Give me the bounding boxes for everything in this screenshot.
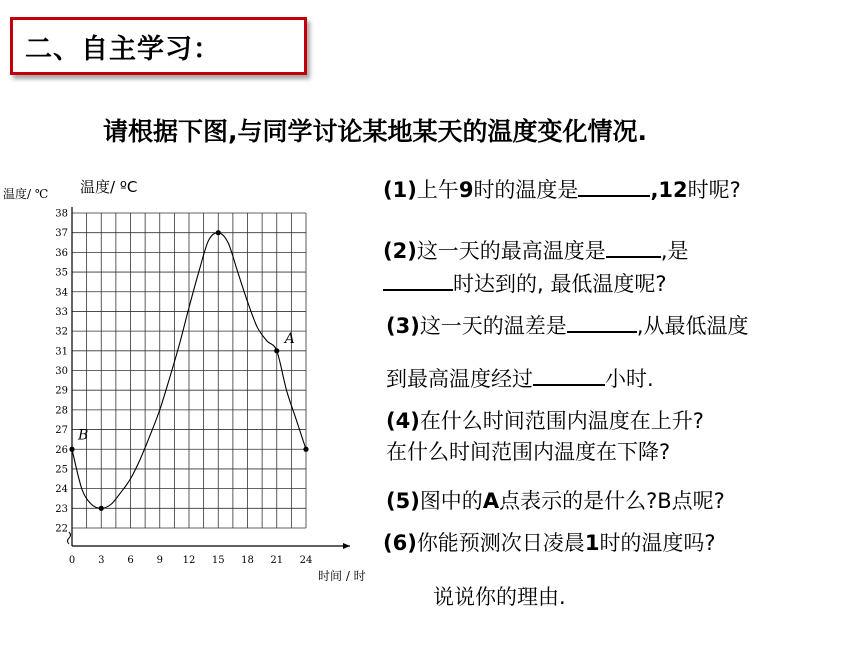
y-tick-label: 37 <box>55 228 68 240</box>
q1-blank-1[interactable] <box>578 177 650 197</box>
y-tick-label: 31 <box>55 346 68 358</box>
q3-blank-2[interactable] <box>533 366 605 386</box>
y-tick-label: 32 <box>55 326 68 338</box>
q5-text-c: 点表示的是什么?B点呢? <box>499 489 725 513</box>
x-tick-label: 21 <box>270 555 284 566</box>
x-tick-label: 9 <box>156 555 163 566</box>
question-6-line2 <box>433 584 566 610</box>
y-axis-label: 温度/ ℃ <box>3 187 49 201</box>
question-2-line2 <box>383 271 667 297</box>
q1-text-b: 9 <box>458 178 474 202</box>
data-point <box>303 447 308 452</box>
q6-text-b: 1 <box>584 531 600 555</box>
q2-number: (2) <box>383 239 417 263</box>
q3-text-d: 小时. <box>605 367 654 391</box>
y-tick-label: 28 <box>55 405 68 417</box>
data-point <box>69 447 74 452</box>
q3-number: (3) <box>386 314 420 338</box>
y-tick-label: 26 <box>55 444 68 456</box>
intro-text: 请根据下图,与同学讨论某地某天的温度变化情况. <box>103 117 647 146</box>
y-tick-label: 27 <box>55 425 68 437</box>
data-point <box>99 506 104 511</box>
point-label: B <box>78 427 89 444</box>
q1-text-d: ,12 <box>650 178 688 202</box>
y-tick-label: 33 <box>55 306 68 318</box>
question-2 <box>383 238 689 264</box>
q6-text-c: 时的温度吗? <box>599 531 716 555</box>
chart-ticks <box>55 209 312 567</box>
question-5 <box>386 488 725 514</box>
q1-number: (1) <box>383 178 417 202</box>
question-4-line2 <box>386 439 670 465</box>
x-tick-label: 18 <box>241 555 254 566</box>
q2-blank-2[interactable] <box>383 271 453 291</box>
q2-text-a: 这一天的最高温度是 <box>416 239 606 263</box>
y-tick-label: 36 <box>55 247 68 259</box>
y-tick-label: 22 <box>55 523 68 535</box>
question-3-line2 <box>386 366 654 392</box>
y-tick-label: 24 <box>55 484 68 496</box>
question-1 <box>383 177 741 203</box>
q6-number: (6) <box>383 531 417 555</box>
q6-text-a: 你能预测次日凌晨 <box>416 531 585 555</box>
q5-text-b: A <box>482 489 500 513</box>
question-6 <box>383 530 716 556</box>
q4-number: (4) <box>386 409 420 433</box>
q3-text-a: 这一天的温差是 <box>419 314 567 338</box>
y-tick-label: 38 <box>55 208 68 220</box>
data-point <box>274 348 279 353</box>
question-3 <box>386 313 749 339</box>
q2-text-b: ,是 <box>660 239 689 263</box>
section-title: 二、自主学习： <box>25 33 221 65</box>
temperature-chart <box>0 170 370 590</box>
x-tick-label: 24 <box>299 555 313 566</box>
y-tick-label: 30 <box>55 366 68 377</box>
q3-text-c: 到最高温度经过 <box>386 367 533 391</box>
y-tick-label: 25 <box>55 464 68 476</box>
q4-text-a: 在什么时间范围内温度在上升? <box>419 409 704 433</box>
x-tick-label: 6 <box>127 555 134 566</box>
x-tick-label: 15 <box>211 555 225 566</box>
q1-text-e: 时呢? <box>687 178 741 202</box>
q3-blank-1[interactable] <box>567 313 637 333</box>
y-tick-label: 35 <box>55 267 68 279</box>
x-axis-label: 时间 / 时 <box>318 569 366 583</box>
y-tick-label: 34 <box>55 287 68 299</box>
q5-number: (5) <box>386 489 420 513</box>
x-tick-label: 12 <box>182 555 196 566</box>
q5-text-a: 图中的 <box>419 489 483 513</box>
y-axis-label-overlay: 温度/ ºC <box>80 178 138 196</box>
q2-blank-1[interactable] <box>606 238 661 258</box>
chart-grid <box>72 213 306 528</box>
x-axis-arrow <box>343 543 350 549</box>
x-tick-label: 3 <box>98 555 105 566</box>
point-label: A <box>284 330 295 347</box>
q2-text-c: 时达到的, 最低温度呢? <box>453 272 667 296</box>
y-tick-label: 23 <box>55 503 68 515</box>
section-title-box <box>10 17 307 75</box>
chart-axes <box>68 207 351 549</box>
question-4 <box>386 408 704 434</box>
q1-text-a: 上午 <box>416 178 459 202</box>
q6-text-d: 说说你的理由. <box>433 585 566 609</box>
y-tick-label: 29 <box>55 385 68 397</box>
x-tick-label: 0 <box>68 555 76 566</box>
q3-text-b: ,从最低温度 <box>636 314 749 338</box>
q1-text-c: 时的温度是 <box>473 178 579 202</box>
data-point <box>216 230 221 235</box>
q4-text-b: 在什么时间范围内温度在下降? <box>386 440 671 464</box>
